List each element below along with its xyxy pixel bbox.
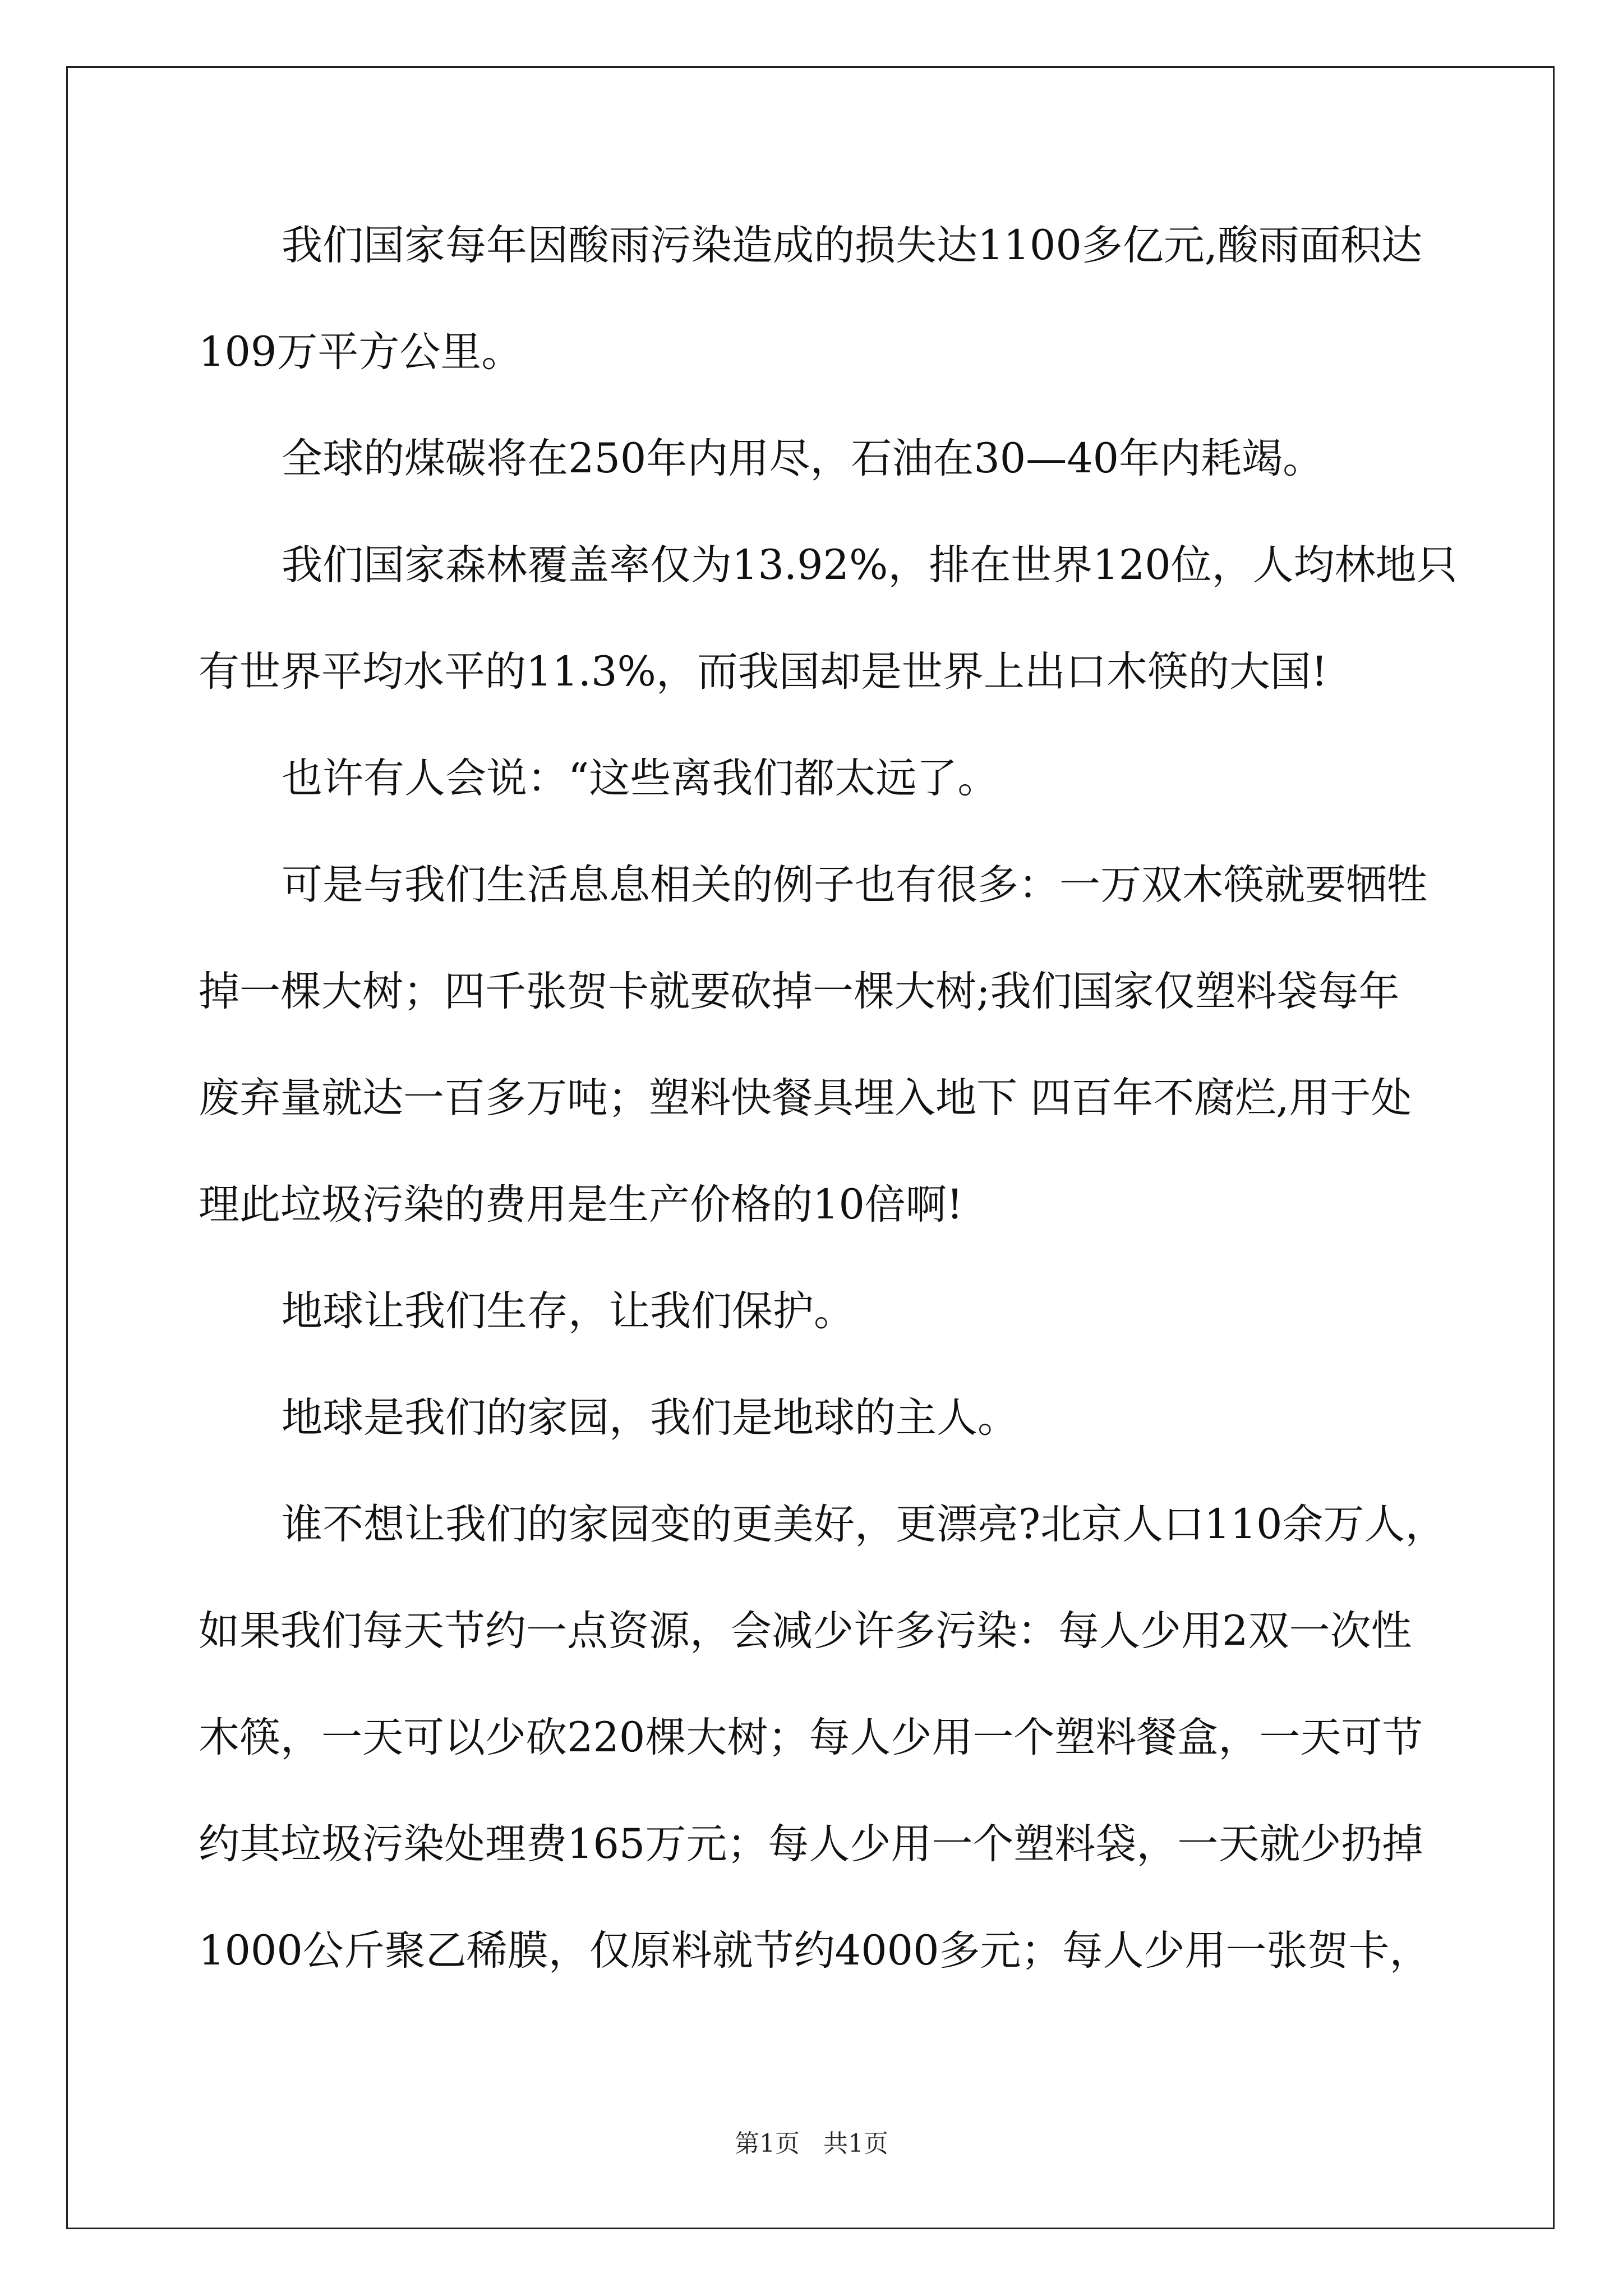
line-7: 可是与我们生活息息相关的例子也有很多：一万双木筷就要牺牲	[282, 861, 1428, 909]
line-10: 理此垃圾污染的费用是生产价格的10倍啊!	[199, 1181, 963, 1228]
line-15: 木筷，一天可以少砍220棵大树；每人少用一个塑料餐盒，一天可节	[199, 1714, 1423, 1761]
line-17: 1000公斤聚乙稀膜，仅原料就节约4000多元；每人少用一张贺卡，	[199, 1927, 1431, 1975]
line-12: 地球是我们的家园，我们是地球的主人。	[282, 1394, 1018, 1442]
page-total: 共1页	[823, 2129, 888, 2158]
line-3: 全球的煤碳将在250年内用尽，石油在30—40年内耗竭。	[282, 435, 1324, 482]
line-6: 也许有人会说：“这些离我们都太远了。	[282, 754, 999, 802]
line-11: 地球让我们生存，让我们保护。	[282, 1287, 855, 1335]
line-1: 我们国家每年因酸雨污染造成的损失达1100多亿元,酸雨面积达	[282, 222, 1422, 269]
line-8: 掉一棵大树；四千张贺卡就要砍掉一棵大树;我们国家仅塑料袋每年	[199, 968, 1400, 1015]
page-number: 第1页	[735, 2129, 800, 2158]
page-footer	[0, 2127, 1623, 2161]
line-5: 有世界平均水平的11.3%，而我国却是世界上出口木筷的大国!	[199, 648, 1328, 696]
line-14: 如果我们每天节约一点资源，会减少许多污染：每人少用2双一次性	[199, 1607, 1412, 1655]
line-4: 我们国家森林覆盖率仅为13.92%，排在世界120位，人均林地只	[282, 541, 1458, 589]
line-13: 谁不想让我们的家园变的更美好，更漂亮?北京人口110余万人，	[282, 1501, 1446, 1548]
line-2: 109万平方公里。	[199, 328, 523, 376]
line-9: 废弃量就达一百多万吨；塑料快餐具埋入地下 四百年不腐烂,用于处	[199, 1074, 1412, 1122]
page-border	[66, 66, 1555, 2229]
line-16: 约其垃圾污染处理费165万元；每人少用一个塑料袋，一天就少扔掉	[199, 1820, 1423, 1868]
